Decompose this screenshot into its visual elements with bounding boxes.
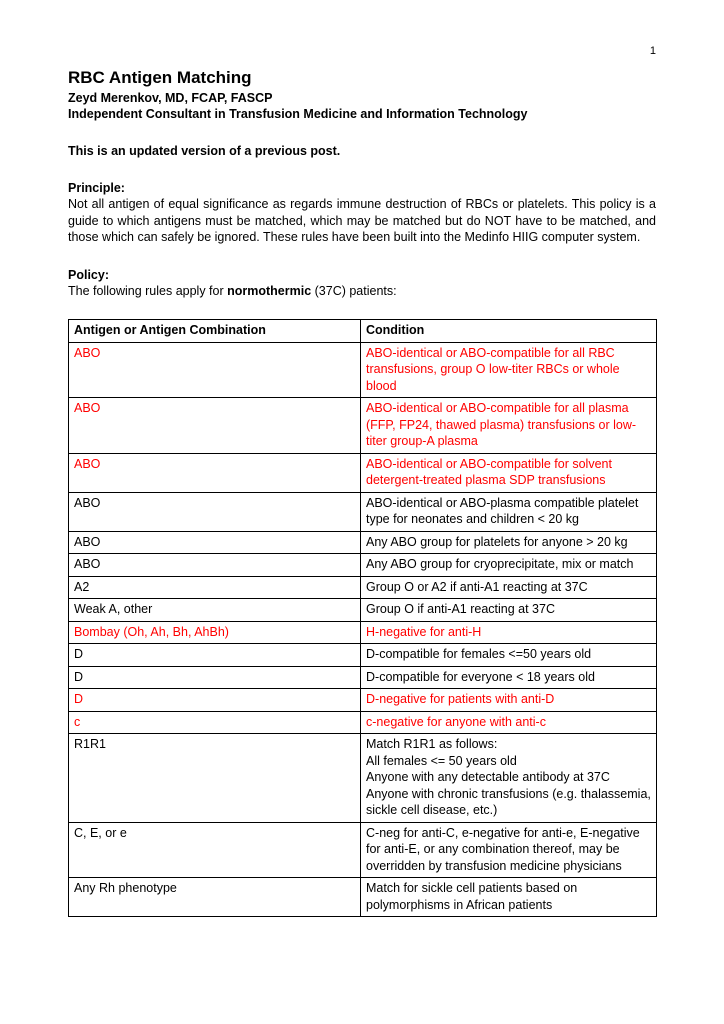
- cell-condition: C-neg for anti-C, e-negative for anti-e, E-negative for anti-E, or any combination thereof, may be overridden by transfusion medicine physicians: [361, 822, 657, 878]
- table-header-row: [69, 320, 657, 343]
- cell-condition: ABO-identical or ABO-compatible for all plasma (FFP, FP24, thawed plasma) transfusions or low-titer group-A plasma: [361, 398, 657, 454]
- cell-condition: D-compatible for females <=50 years old: [361, 644, 657, 667]
- cell-antigen: R1R1: [69, 734, 361, 823]
- cell-antigen: ABO: [69, 531, 361, 554]
- cell-condition: c-negative for anyone with anti-c: [361, 711, 657, 734]
- cell-antigen: D: [69, 666, 361, 689]
- affiliation-line: Independent Consultant in Transfusion Medicine and Information Technology: [68, 107, 528, 121]
- cell-condition: Any ABO group for platelets for anyone > 20 kg: [361, 531, 657, 554]
- table-row: [69, 342, 657, 398]
- page-title: RBC Antigen Matching: [68, 68, 252, 87]
- column-header-condition: Condition: [361, 320, 657, 343]
- table-body: [69, 342, 657, 917]
- principle-text: Not all antigen of equal significance as regards immune destruction of RBCs or platelets. This policy is a guide to which antigens must be matched, which may be matched but do NOT have to be matched, and those which can safely be ignored. These rules have been built into the Medinfo HIIG computer system.: [68, 197, 656, 244]
- table-row: [69, 554, 657, 577]
- table-row: [69, 822, 657, 878]
- table-row: [69, 576, 657, 599]
- page-number: 1: [649, 45, 656, 57]
- table-row: [69, 711, 657, 734]
- table-row: [69, 599, 657, 622]
- table-row: [69, 689, 657, 712]
- cell-antigen: A2: [69, 576, 361, 599]
- cell-condition: Match R1R1 as follows: All females <= 50 years old Anyone with any detectable antibody at 37C Anyone with chronic transfusions (e.g. thalassemia, sickle cell disease, etc.): [361, 734, 657, 823]
- cell-condition: Group O or A2 if anti-A1 reacting at 37C: [361, 576, 657, 599]
- cell-antigen: ABO: [69, 398, 361, 454]
- cell-condition: D-compatible for everyone < 18 years old: [361, 666, 657, 689]
- column-header-antigen: Antigen or Antigen Combination: [69, 320, 361, 343]
- antigen-rules-table: [68, 319, 657, 917]
- table-row: [69, 666, 657, 689]
- cell-condition: Group O if anti-A1 reacting at 37C: [361, 599, 657, 622]
- table-row: [69, 734, 657, 823]
- table-row: [69, 453, 657, 492]
- policy-heading: Policy:: [68, 267, 109, 282]
- table-row: [69, 531, 657, 554]
- table-row: [69, 398, 657, 454]
- cell-antigen: C, E, or e: [69, 822, 361, 878]
- cell-condition: ABO-identical or ABO-plasma compatible platelet type for neonates and children < 20 kg: [361, 492, 657, 531]
- cell-antigen: ABO: [69, 492, 361, 531]
- cell-antigen: Any Rh phenotype: [69, 878, 361, 917]
- policy-intro-suffix: (37C) patients:: [311, 283, 397, 298]
- cell-antigen: ABO: [69, 554, 361, 577]
- cell-condition: Match for sickle cell patients based on polymorphisms in African patients: [361, 878, 657, 917]
- update-note: This is an updated version of a previous post.: [68, 144, 341, 158]
- cell-condition: ABO-identical or ABO-compatible for solvent detergent-treated plasma SDP transfusions: [361, 453, 657, 492]
- cell-antigen: c: [69, 711, 361, 734]
- table-row: [69, 621, 657, 644]
- table-row: [69, 492, 657, 531]
- author-line: Zeyd Merenkov, MD, FCAP, FASCP: [68, 91, 273, 105]
- cell-antigen: ABO: [69, 342, 361, 398]
- policy-intro-emphasis: normothermic: [227, 283, 312, 298]
- cell-antigen: D: [69, 689, 361, 712]
- cell-antigen: Weak A, other: [69, 599, 361, 622]
- principle-heading: Principle:: [68, 181, 125, 195]
- cell-condition: Any ABO group for cryoprecipitate, mix or match: [361, 554, 657, 577]
- cell-antigen: ABO: [69, 453, 361, 492]
- cell-condition: ABO-identical or ABO-compatible for all RBC transfusions, group O low-titer RBCs or whole blood: [361, 342, 657, 398]
- cell-antigen: Bombay (Oh, Ah, Bh, AhBh): [69, 621, 361, 644]
- cell-antigen: D: [69, 644, 361, 667]
- policy-intro: [68, 283, 656, 300]
- cell-condition: D-negative for patients with anti-D: [361, 689, 657, 712]
- table-row: [69, 878, 657, 917]
- policy-intro-prefix: The following rules apply for: [68, 283, 228, 298]
- table-row: [69, 644, 657, 667]
- cell-condition: H-negative for anti-H: [361, 621, 657, 644]
